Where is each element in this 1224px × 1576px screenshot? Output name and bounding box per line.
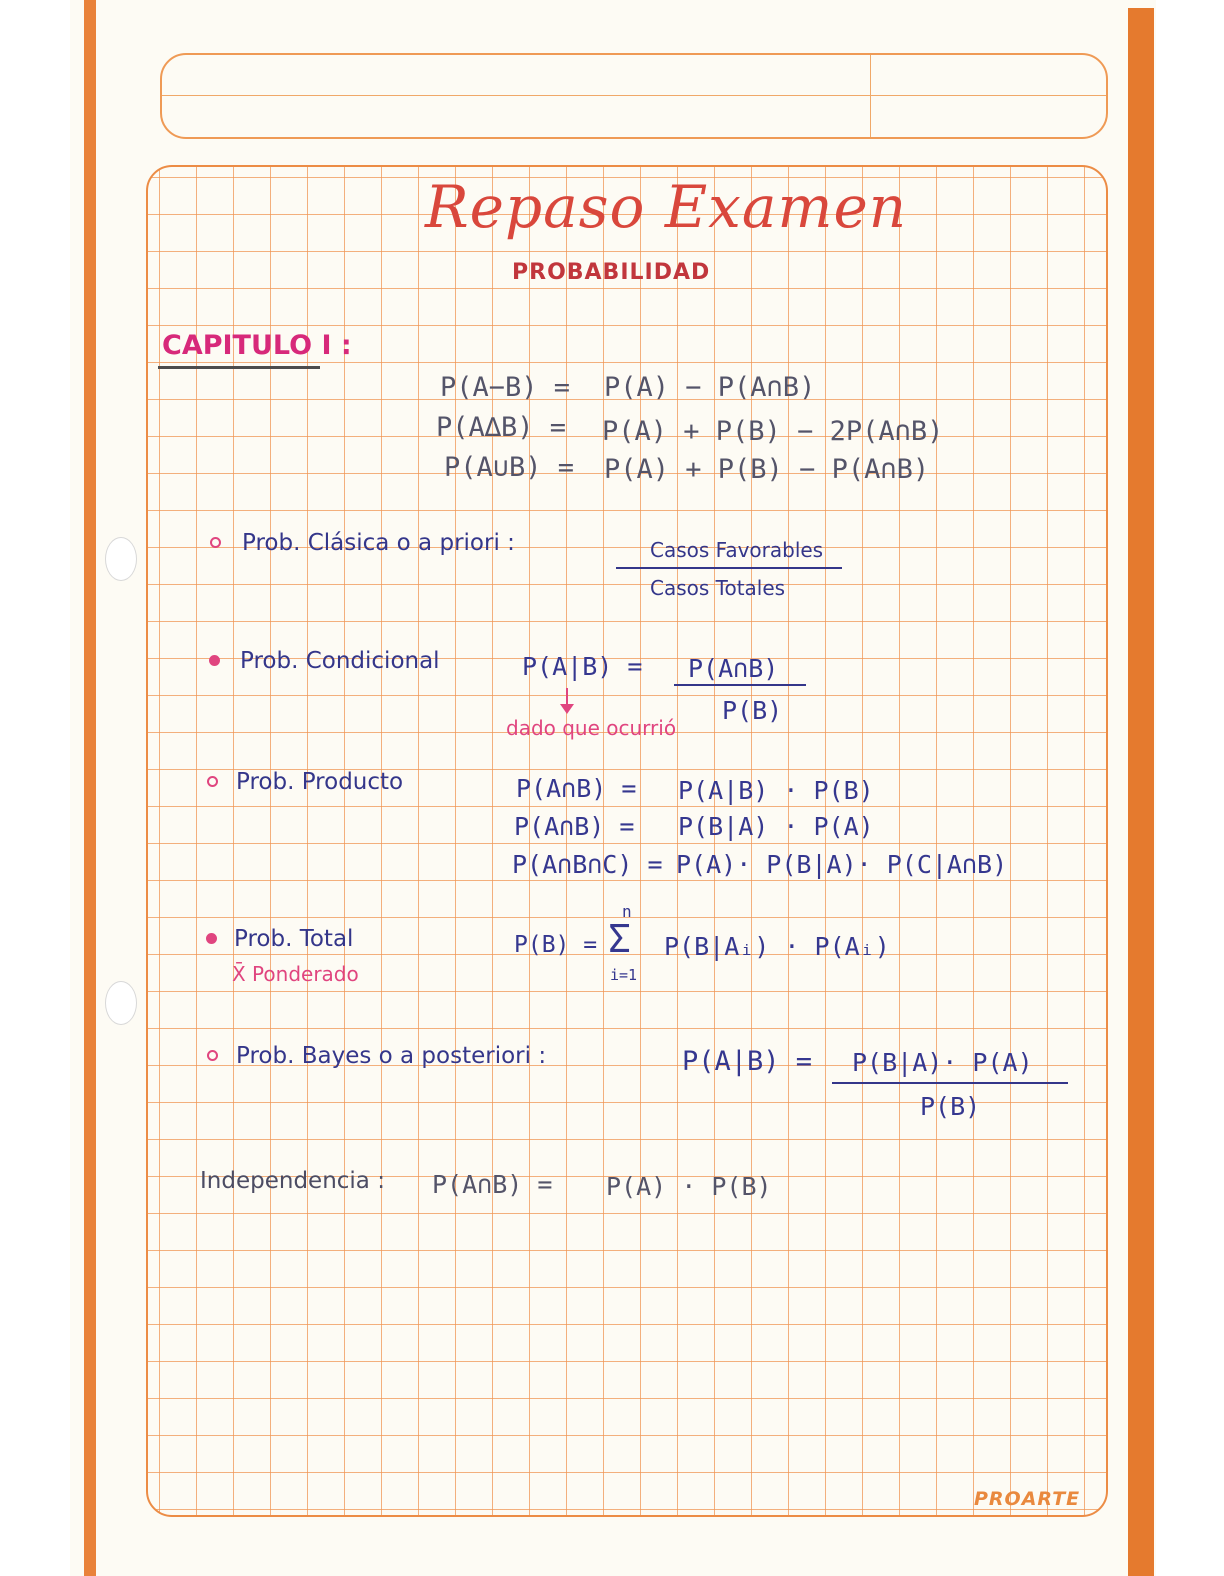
header-divider-horizontal <box>162 95 1106 96</box>
producto-row3-rhs: P(A)· P(B|A)· P(C|A∩B) <box>676 850 1008 879</box>
page-subtitle: PROBABILIDAD <box>512 260 711 285</box>
page-title: Repaso Examen <box>425 173 908 241</box>
producto-row1-rhs: P(A|B) · P(B) <box>678 776 874 805</box>
bayes-lhs: P(A|B) = <box>682 1046 813 1077</box>
label-total: Prob. Total <box>234 926 354 952</box>
total-lower: i=1 <box>610 966 638 984</box>
bayes-fraction-bar <box>832 1082 1068 1084</box>
formula-difference-rhs: P(A) − P(A∩B) <box>604 372 816 403</box>
formula-union-lhs: P(A∪B) = <box>444 452 575 483</box>
header-divider-vertical <box>870 55 871 137</box>
chapter-heading: CAPITULO I : <box>162 330 352 361</box>
bullet-condicional <box>209 655 220 666</box>
producto-row2-rhs: P(B|A) · P(A) <box>678 812 874 841</box>
producto-row1-lhs: P(A∩B) = <box>516 774 637 803</box>
label-condicional: Prob. Condicional <box>240 648 440 674</box>
condicional-numerator: P(A∩B) <box>688 654 779 683</box>
formula-union-rhs: P(A) + P(B) − P(A∩B) <box>604 454 930 485</box>
producto-row3-lhs: P(A∩B∩C) = <box>512 850 663 879</box>
bayes-denominator: P(B) <box>920 1092 981 1121</box>
label-clasica: Prob. Clásica o a priori : <box>242 530 515 556</box>
condicional-denominator: P(B) <box>722 696 783 725</box>
clasica-numerator: Casos Favorables <box>650 538 824 562</box>
label-independencia: Independencia : <box>200 1168 385 1194</box>
clasica-denominator: Casos Totales <box>650 576 786 600</box>
total-lhs: P(B) = <box>514 932 598 958</box>
sheet-right-edge <box>1128 8 1154 1576</box>
total-note: X̄ Ponderado <box>232 962 359 986</box>
chapter-underline <box>158 366 320 369</box>
total-upper: n <box>622 902 632 921</box>
formula-symdiff-rhs: P(A) + P(B) − 2P(A∩B) <box>602 416 944 447</box>
clasica-fraction-bar <box>616 567 842 569</box>
punch-hole-top <box>105 537 137 581</box>
bullet-clasica <box>210 537 221 548</box>
producto-row2-lhs: P(A∩B) = <box>514 812 635 841</box>
label-producto: Prob. Producto <box>236 769 404 795</box>
brand-logo: PROARTE <box>974 1488 1081 1510</box>
condicional-lhs: P(A|B) = <box>522 652 643 681</box>
formula-symdiff-lhs: P(A∆B) = <box>436 412 567 443</box>
condicional-arrow-head <box>560 704 574 714</box>
independencia-rhs: P(A) · P(B) <box>606 1172 772 1201</box>
sheet-left-edge <box>84 0 96 1576</box>
total-sigma: Σ <box>608 917 631 961</box>
bayes-numerator: P(B|A)· P(A) <box>852 1048 1033 1077</box>
bullet-producto <box>207 776 218 787</box>
independencia-lhs: P(A∩B) = <box>432 1170 553 1199</box>
bullet-total <box>206 933 217 944</box>
condicional-note: dado que ocurrió <box>506 716 677 740</box>
condicional-fraction-bar <box>674 684 806 686</box>
formula-difference-lhs: P(A−B) = <box>440 372 571 403</box>
label-bayes: Prob. Bayes o a posteriori : <box>236 1043 547 1069</box>
punch-hole-bottom <box>105 981 137 1025</box>
header-box <box>160 53 1108 139</box>
bullet-bayes <box>207 1050 218 1061</box>
total-rhs: P(B|Aᵢ) · P(Aᵢ) <box>664 932 890 961</box>
